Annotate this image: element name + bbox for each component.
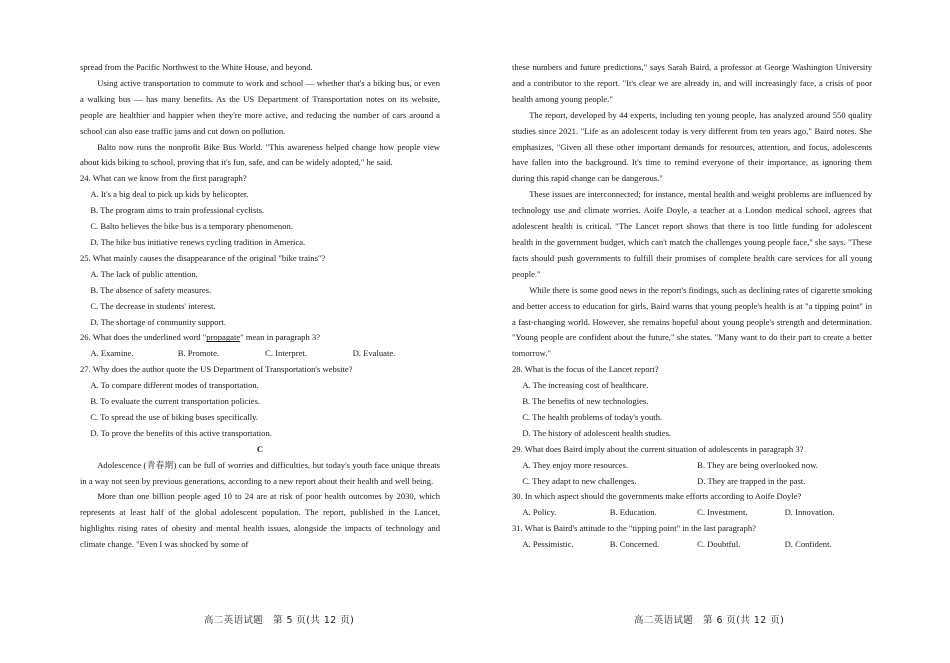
- section-heading: C: [256, 443, 264, 454]
- question-31: 31. What is Baird's attitude to the "tipping point" in the last paragraph?: [512, 523, 756, 534]
- option: D. The bike bus initiative renews cycling tradition in America.: [90, 236, 306, 247]
- option: B. They are being overlooked now.: [697, 459, 818, 470]
- option: A. Policy.: [522, 507, 557, 518]
- question-29: 29. What does Baird imply about the current situation of adolescents in paragraph 3?: [512, 443, 804, 454]
- paragraph: spread from the Pacific Northwest to the White House, and beyond.: [80, 62, 313, 72]
- paragraph: these numbers and future predictions," says Sarah Baird, a professor at George Washington University and a contributor to the report. "It's clear we are already in, and will increasingly face, a crisis of poor health among young people.": [512, 62, 872, 104]
- option: B. Education.: [609, 507, 657, 518]
- option: B. The program aims to train professional cyclists.: [90, 205, 265, 216]
- option: C. Balto believes the bike bus is a temporary phenomenon.: [90, 221, 293, 232]
- paragraph: These issues are interconnected; for instance, mental health and weight problems are influenced by technology use and climate worries. Aoife Doyle, a teacher at a London medical school, agrees that adolescent health is critical. "The Lancet report shows that there is too little funding for adolescent health in the government budget, which can't match the challenges young people face," she says. "These facts should push governments to fulfill their promises of complete health care services for all young people.": [512, 189, 872, 279]
- left-column: [80, 60, 440, 553]
- option: D. Evaluate.: [352, 348, 396, 359]
- option: D. The shortage of community support.: [90, 316, 226, 327]
- option: A. The increasing cost of healthcare.: [522, 380, 649, 391]
- options-row: [512, 474, 872, 490]
- option: C. The health problems of today's youth.: [522, 411, 663, 422]
- option: C. The decrease in students' interest.: [90, 300, 216, 311]
- paragraph: More than one billion people aged 10 to 24 are at risk of poor health outcomes by 2030, which represents at least half of the global adolescent population. The report, published in the Lancet, highlights rising rates of obesity and mental health issues, alongside the impacts of technology and climate change. "Even I was shocked by some of: [80, 491, 440, 550]
- right-column: [512, 60, 872, 553]
- option: D. Innovation.: [784, 507, 835, 518]
- option: C. Interpret.: [265, 348, 307, 359]
- option: B. Promote.: [177, 348, 220, 359]
- option: C. Investment.: [697, 507, 748, 518]
- question-28: 28. What is the focus of the Lancet report?: [512, 364, 659, 375]
- question-text: 26. What does the underlined word ": [80, 332, 207, 343]
- option: C. To spread the use of biking buses specifically.: [90, 411, 258, 422]
- paragraph: Balto now runs the nonprofit Bike Bus World. "This awareness helped change how people view about kids biking to school, proving that it's fun, safe, and can be widely adopted," he said.: [80, 141, 440, 168]
- option: A. Pessimistic.: [522, 539, 574, 550]
- question-27: 27. Why does the author quote the US Department of Transportation's website?: [80, 364, 353, 375]
- option: A. Examine.: [90, 348, 134, 359]
- option: B. Concerned.: [609, 539, 660, 550]
- option: B. The benefits of new technologies.: [522, 396, 649, 407]
- options-row: [80, 346, 440, 362]
- question-24: 24. What can we know from the first paragraph?: [80, 173, 247, 184]
- option: D. The history of adolescent health studies.: [522, 427, 672, 438]
- option: D. They are trapped in the past.: [697, 475, 806, 486]
- option: D. To prove the benefits of this active transportation.: [90, 427, 272, 438]
- paragraph: Adolescence (青春期) can be full of worries and difficulties, but today's youth face unique threats in a way not seen by previous generations, according to a new report about their health and well being.: [80, 459, 440, 486]
- options-row: [512, 537, 872, 553]
- question-30: 30. In which aspect should the governments make efforts according to Aoife Doyle?: [512, 491, 802, 502]
- page-footer-right: 高二英语试题 第 6 页(共 12 页): [634, 615, 785, 626]
- option: C. Doubtful.: [697, 539, 741, 550]
- paragraph: The report, developed by 44 experts, including ten young people, has analyzed around 550 quality studies since 2021. "Life as an adolescent today is very different from ten years ago," Baird notes. She emphasizes, "Given all these other important demands for resources, attention, and focus, adolescents have fallen into the background. It's time to remind everyone of their importance, as ignoring them during this rapid change can be dangerous.": [512, 109, 872, 184]
- option: D. Confident.: [784, 539, 832, 550]
- option: A. It's a big deal to pick up kids by helicopter.: [90, 189, 249, 200]
- option: A. They enjoy more resources.: [522, 459, 629, 470]
- option: A. The lack of public attention.: [90, 268, 198, 279]
- options-row: [512, 458, 872, 474]
- underlined-word: propagate: [206, 332, 241, 343]
- paragraph: Using active transportation to commute to work and school — whether that's a biking bus, or even a walking bus — has many benefits. As the US Department of Transportation notes on its website, people are healthier and happier when they're more active, and reducing the number of cars around a school can also ease traffic jams and cut down on pollution.: [80, 77, 440, 136]
- option: C. They adapt to new challenges.: [522, 475, 637, 486]
- paragraph: While there is some good news in the report's findings, such as declining rates of cigarette smoking and better access to education for girls, Baird warns that young people's health is at "a tipping point" in a fast-changing world. However, she remains hopeful about young people's strength and determination. "Young people are confident about the future," she states. "Many want to do their part to create a better tomorrow.": [512, 284, 872, 359]
- option: A. To compare different modes of transportation.: [90, 380, 259, 391]
- question-text: " mean in paragraph 3?: [240, 332, 321, 343]
- question-26: [80, 330, 440, 346]
- option: B. To evaluate the current transportation policies.: [90, 396, 260, 407]
- question-25: 25. What mainly causes the disappearance of the original "bike trains"?: [80, 252, 326, 263]
- page-footer-left: 高二英语试题 第 5 页(共 12 页): [204, 615, 355, 626]
- options-row: [512, 505, 872, 521]
- option: B. The absence of safety measures.: [90, 284, 212, 295]
